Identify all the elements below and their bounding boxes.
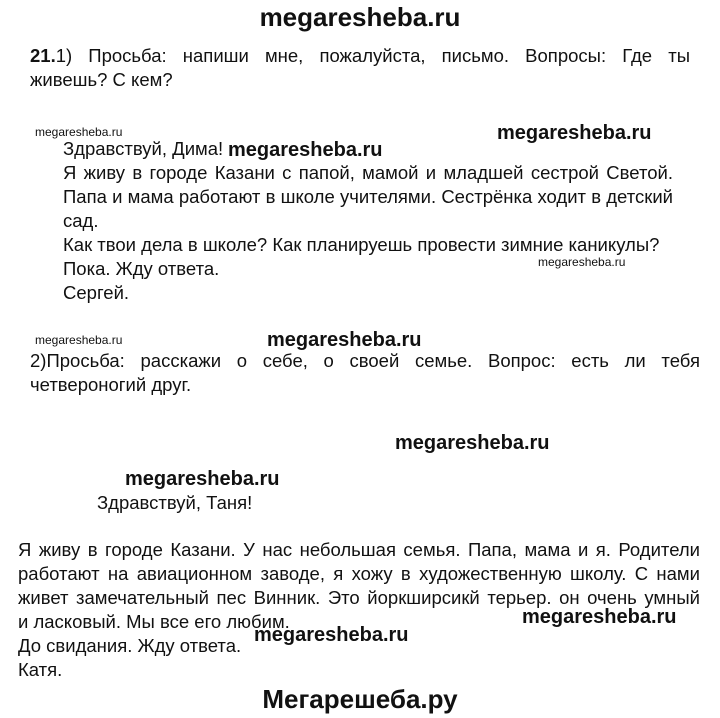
letter1-signature: Сергей. [63, 282, 130, 303]
footer-watermark: Мегарешеба.ру [262, 684, 458, 714]
watermark: megaresheba.ru [35, 333, 123, 347]
watermark: megaresheba.ru [125, 468, 280, 490]
letter2-greeting: Здравствуй, Таня! [97, 492, 253, 513]
letter1-greeting: Здравствуй, Дима! [63, 138, 224, 159]
letter2-line5: До свидания. Жду ответа. [18, 635, 242, 656]
letter1-line3: сад. [63, 210, 99, 231]
letter1-line4: Как твои дела в школе? Как планируешь провести зимние каникулы? [63, 234, 660, 255]
watermark: megaresheba.ru [592, 698, 680, 712]
letter1-line5: Пока. Жду ответа. [63, 258, 220, 279]
task-part1-line1: 21.1) Просьба: напиши мне, пожалуйста, письмо. Вопросы: Где ты [30, 45, 690, 66]
watermark: megaresheba.ru [522, 606, 677, 628]
letter2-line4: и ласковый. Мы все его любим. [18, 611, 290, 632]
watermark: megaresheba.ru [267, 329, 422, 351]
task-part2-line1: 2)Просьба: расскажи о себе, о своей семье. Вопрос: есть ли тебя [30, 350, 700, 371]
task-part2-line2: четвероногий друг. [30, 374, 192, 395]
letter1-line1: Я живу в городе Казани с папой, мамой и младшей сестрой Светой. [63, 162, 673, 183]
letter2-line2: работают на авиационном заводе, я хожу в художественную школу. С нами [18, 563, 700, 584]
watermark: megaresheba.ru [228, 139, 383, 161]
watermark: megaresheba.ru [35, 125, 123, 139]
letter1-line2: Папа и мама работают в школе учителями. Сестрёнка ходит в детский [63, 186, 673, 207]
task-number: 21. [30, 45, 56, 66]
watermark-top: megaresheba.ru [259, 2, 461, 32]
task-part1-line2: живешь? С кем? [30, 69, 173, 90]
watermark: megaresheba.ru [497, 122, 652, 144]
watermark: megaresheba.ru [538, 255, 626, 269]
letter2-line1: Я живу в городе Казани. У нас небольшая семья. Папа, мама и я. Родители [18, 539, 700, 560]
watermark: megaresheba.ru [254, 624, 409, 646]
watermark: megaresheba.ru [395, 432, 550, 454]
letter2-signature: Катя. [18, 659, 63, 680]
letter2-line3: живет замечательный пес Винник. Это йоркширсикй терьер. он очень умный [18, 587, 700, 608]
